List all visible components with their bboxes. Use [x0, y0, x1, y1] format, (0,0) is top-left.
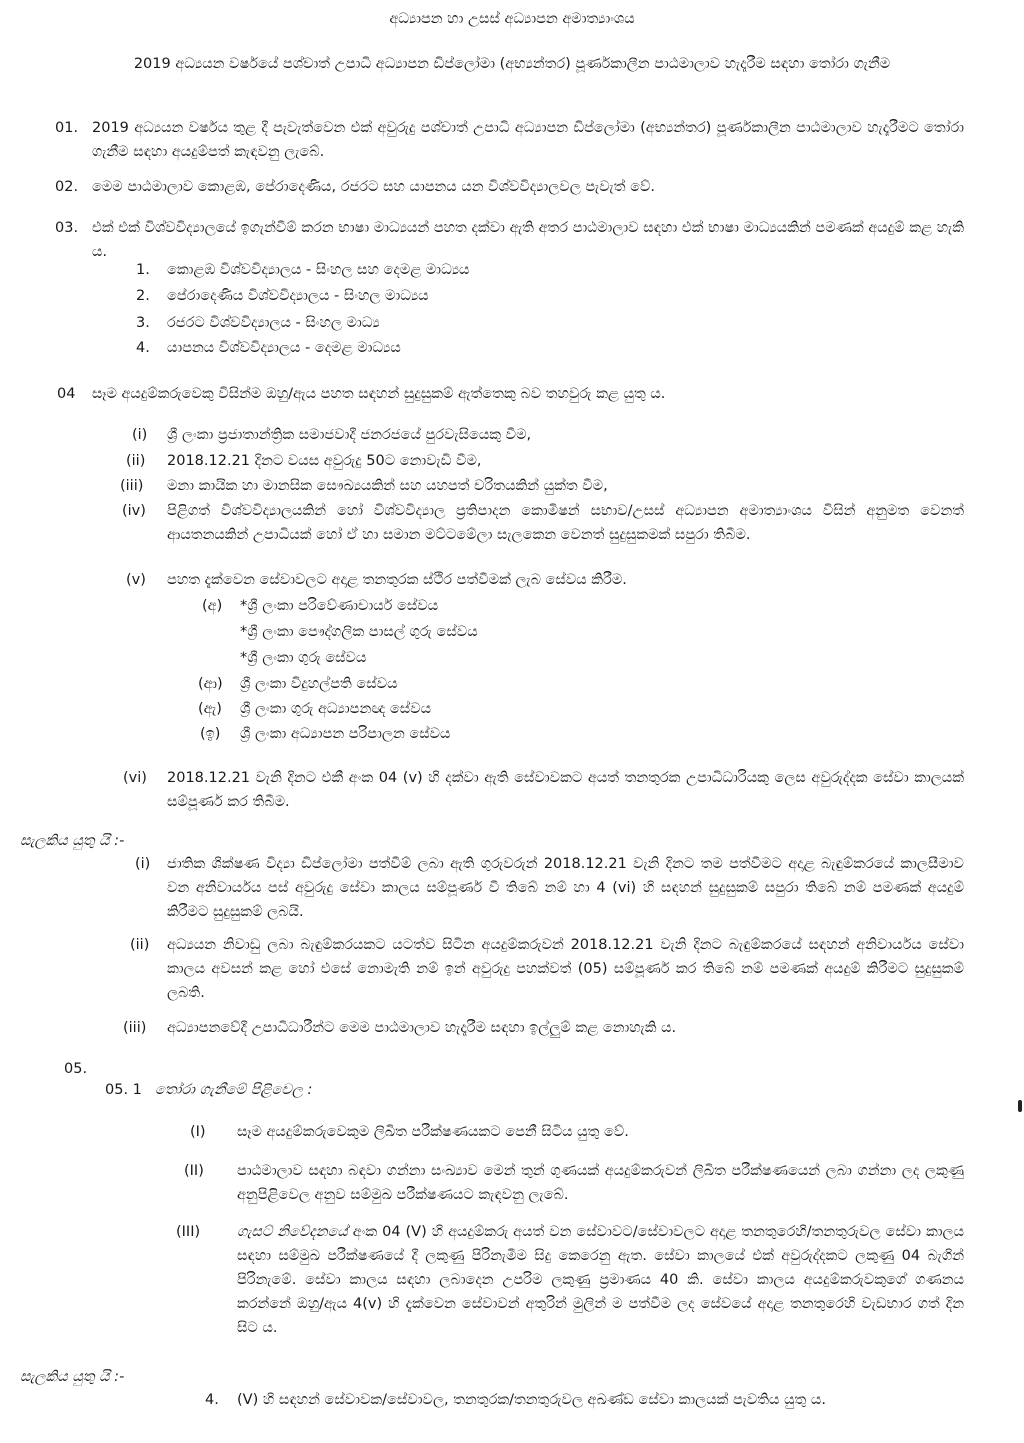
- section-05-number: 05.: [64, 1061, 88, 1077]
- condition-text: පිළිගත් විශ්වවිද්‍යාලයකින් හෝ විශ්වවිද්‍යාල ප්‍රතිපාදන කොමිෂන් සභාව/උසස් අධ්‍යාපන අමාත්‍යාංශය විසින් අනුමත වෙනත් ආයතනයකින් උපාධියක් හෝ ඒ හා සමාන මට්ටමේලා සැලකෙන වෙනත් සුදුසුකමක් සපුරා තිබීම.: [167, 503, 964, 543]
- service-name: *ශ්‍රී ලංකා පරිවේණාචාර්ය සේවය: [240, 598, 439, 614]
- note-heading: සැලකිය යුතු යි :-: [20, 833, 125, 849]
- service-name: ශ්‍රී ලංකා විදුහල්පති සේවය: [240, 676, 398, 692]
- page-edge-mark: [1018, 1100, 1022, 1112]
- list-item-text: රජරට විශ්වවිද්‍යාලය - සිංහල මාධ්‍ය: [167, 315, 380, 331]
- section-03-number: 03.: [55, 220, 79, 236]
- service-letter: (ආ): [198, 676, 223, 692]
- section-02-text: මෙම පාඨමාලාව කොළඹ, පේරාදෙණිය, රජරට සහ යාපනය යන විශ්වවිද්‍යාලවල පැවැත් වේ.: [92, 179, 655, 195]
- list-item-number: 4.: [136, 340, 150, 356]
- section-01-text: 2019 අධ්‍යයන වර්ෂය තුළ දී පැවැත්වෙන එක් අවුරුදු පශ්චාත් උපාධි අධ්‍යාපන ඩිප්ලෝමා (අභ්‍යන්තර) පූර්ණකාලීන පාඨමාලාව හැදෑරීමට තෝරා ගැනීම සඳහා අයදුම්පත් කැඳවනු ලැබේ.: [92, 120, 964, 160]
- condition-number: (i): [132, 427, 148, 443]
- service-letter: (අ): [202, 598, 223, 614]
- condition-number: (iv): [122, 503, 146, 519]
- list-item-text: යාපනය විශ්වවිද්‍යාලය - දෙමළ මාධ්‍යය: [167, 340, 401, 356]
- selection-step-body: අංක 04 (V) හි අයදුම්කරු අයත් වන සේවාවට/සේවාවලට අදාළ තනතුරෙහි/තනතුරුවල සේවා කාලය සඳහා සම්මුඛ පරීක්ෂණයේ දී ලකුණු පිරිනැමීම සිදු කෙරෙනු ඇත. සේවා කාලයේ එක් අවුරුද්දකට ලකුණු 04 බැගින් පිරිනැමේ. සේවා කාලය සඳහා ලබාදෙන උපරිම ලකුණු ප්‍රමාණය 40 කි. සේවා කාලය අයදුම්කරුවකුගේ ගණනය කරන්නේ ඔහු/ඇය 4(v) හි දැක්වෙන සේවාවන් අතුරින් මුලින් ම පත්වීම ලද සේවයේ අදාළ තනතුරෙහි වැඩභාර ගත් දින සිට ය.: [237, 1224, 964, 1336]
- service-letter: (ඇ): [198, 701, 222, 717]
- ministry-heading: අධ්‍යාපන හා උසස් අධ්‍යාපන අමාත්‍යාංශය: [389, 11, 635, 27]
- service-name: ශ්‍රී ලංකා අධ්‍යාපන පරිපාලන සේවය: [240, 726, 451, 742]
- note-text: (V) හි සඳහන් සේවාවක/සේවාවල, තනතුරක/තනතුරුවල අඛණ්ඩ සේවා කාලයක් පැවතිය යුතු ය.: [237, 1392, 826, 1408]
- subsection-number: 05. 1: [105, 1082, 142, 1098]
- condition-text: ශ්‍රී ලංකා ප්‍රජාතාන්ත්‍රික සමාජවාදී ජනරජයේ පුරවැසියෙකු වීම,: [167, 427, 532, 443]
- selection-step-number: (III): [176, 1224, 201, 1240]
- section-01-number: 01.: [55, 120, 79, 136]
- selection-step-text: [237, 1220, 964, 1340]
- selection-step-text: සෑම අයදුම්කරුවෙකුම ලිඛිත පරීක්ෂණයකට පෙනී සිටිය යුතු වේ.: [237, 1124, 629, 1140]
- list-item-number: 1.: [136, 262, 150, 278]
- condition-number: (ii): [126, 453, 146, 469]
- service-name: ශ්‍රී ලංකා ගුරු අධ්‍යාපනඥ සේවය: [240, 701, 432, 717]
- list-item-number: 2.: [136, 288, 150, 304]
- subsection-title: තෝරා ගැනීමේ පිළිවෙල :: [155, 1082, 313, 1098]
- condition-text: 2018.12.21 වැනි දිනට එකී අංක 04 (v) හි දක්වා ඇති සේවාවකට අයත් තනතුරක උපාධිධාරියකු ලෙස අවුරුද්දක සේවා කාලයක් සම්පූර්ණ කර තිබීම.: [167, 770, 964, 810]
- section-04-number: 04: [57, 386, 76, 402]
- section-02-number: 02.: [55, 179, 79, 195]
- list-item-number: 3.: [136, 315, 150, 331]
- selection-step-text: පාඨමාලාව සඳහා බඳවා ගන්නා සංඛ්‍යාව මෙන් තුන් ගුණයක් අයදුම්කරුවන් ලිඛිත පරීක්ෂණයෙන් ලබා ගන්නා ලද ලකුණු අනුපිළිවෙල අනුව සම්මුඛ පරීක්ෂණයට කැඳවනු ලැබේ.: [237, 1163, 964, 1203]
- note-number: (ii): [130, 937, 150, 953]
- condition-number: (vi): [123, 770, 147, 786]
- note-heading: සැලකිය යුතු යි :-: [20, 1369, 125, 1385]
- condition-text: පහත දැක්වෙන සේවාවලට අදාළ තනතුරක ස්ථිර පත්වීමක් ලැබ සේවය කිරීම.: [167, 572, 627, 588]
- list-item-text: කොළඹ විශ්වවිද්‍යාලය - සිංහල සහ දෙමළ මාධ්‍යය: [167, 262, 470, 278]
- condition-text: මනා කායික හා මානසික සෞඛ්‍යයකින් සහ යහපත් චරිතයකින් යුක්ත වීම,: [167, 478, 608, 494]
- note-number: 4.: [205, 1392, 219, 1408]
- note-text: අධ්‍යයන නිවාඩු ලබා බැඳුම්කරයකට යටත්ව සිටින අයදුම්කරුවන් 2018.12.21 වැනි දිනට බැඳුම්කරයේ සඳහන් අනිවාර්යය සේවා කාලය අවසන් කළ හෝ එසේ නොමැති නම් ඉන් අවුරුදු පහක්වත් (05) සම්පූර්ණ කර තිබේ නම් පමණක් අයදුම් කිරීමට සුදුසුකම් ලබති.: [167, 937, 964, 1001]
- note-text: අධ්‍යාපනවේදී උපාධිධාරීන්ට මෙම පාඨමාලාව හැදෑරීම සඳහා ඉල්ලුම් කළ නොහැකි ය.: [167, 1020, 677, 1036]
- condition-number: (v): [126, 572, 146, 588]
- list-item-text: පේරාදෙණිය විශ්වවිද්‍යාලය - සිංහල මාධ්‍යය: [167, 288, 429, 304]
- gazette-notice-label: ගැසට් නිවේදනයේ: [237, 1224, 348, 1240]
- section-03-text: එක් එක් විශ්වවිද්‍යාලයේ ඉගැන්වීම් කරන භාෂා මාධ්‍යයන් පහත දක්වා ඇති අතර පාඨමාලාව සඳහා එක් භාෂා මාධ්‍යයකින් පමණක් අයදුම් කළ හැකි ය.: [92, 220, 964, 260]
- condition-number: (iii): [120, 478, 144, 494]
- service-letter: (ඉ): [200, 726, 221, 742]
- condition-text: 2018.12.21 දිනට වයස අවුරුදු 50ට නොවැඩි වීම,: [167, 453, 482, 469]
- note-number: (iii): [123, 1020, 147, 1036]
- note-number: (i): [135, 856, 151, 872]
- selection-step-number: (I): [190, 1124, 206, 1140]
- selection-step-number: (II): [184, 1163, 204, 1179]
- service-name: *ශ්‍රී ලංකා පෞද්ගලික පාසල් ගුරු සේවය: [240, 624, 478, 640]
- note-text: ජාතික ශික්ෂණ විද්‍යා ඩිප්ලෝමා පත්වීම් ලබා ඇති ගුරුවරුන් 2018.12.21 වැනි දිනට තම පත්වීමට අදාළ බැඳුම්කරයේ කාලසීමාව වන අනිවාර්යය පස් අවුරුදු සේවා කාලය සම්පූර්ණ වී තිබේ නම් හා 4 (vi) හි සඳහන් සුදුසුකම් සපුරා තිබේ නම් පමණක් අයදුම් කිරීමට සුදුසුකම් ලබයි.: [167, 856, 964, 920]
- section-04-text: සෑම අයදුම්කරුවෙකු විසින්ම ඔහු/ඇය පහත සඳහන් සුදුසුකම් ඇත්තෙකු බව තහවුරු කළ යුතු ය.: [92, 386, 666, 402]
- document-title: 2019 අධ්‍යයන වර්ෂයේ පශ්චාත් උපාධි අධ්‍යාපන ඩිප්ලෝමා (අභ්‍යන්තර) පූර්ණකාලීන පාඨමාලාව හැදෑරීම සඳහා තෝරා ගැනීම: [133, 56, 891, 72]
- service-name: *ශ්‍රී ලංකා ගුරු සේවය: [240, 650, 367, 666]
